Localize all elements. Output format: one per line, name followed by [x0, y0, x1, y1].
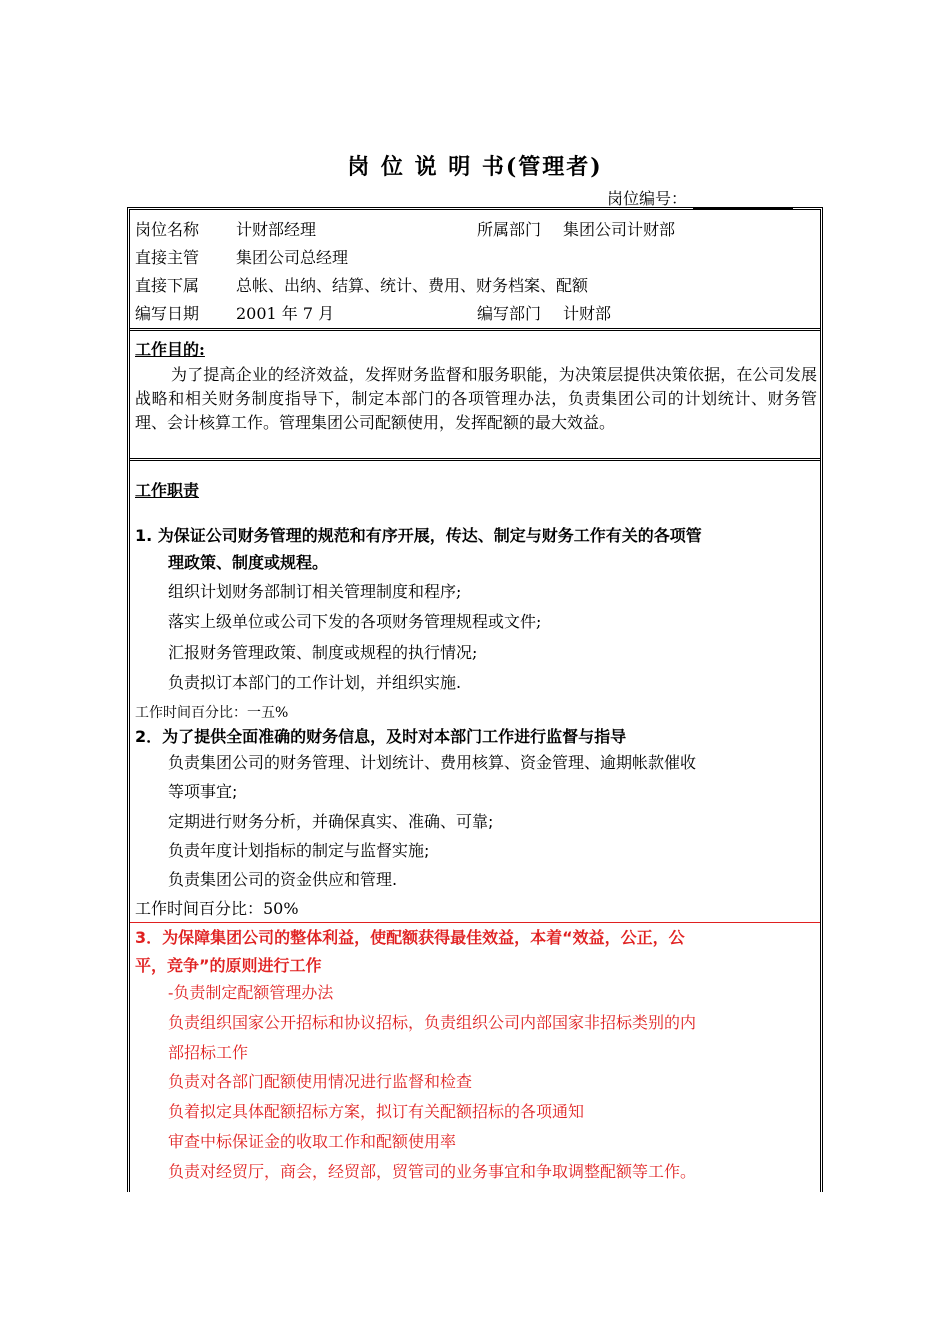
section1-time: 工作时间百分比：一五% — [135, 705, 289, 721]
separator — [130, 458, 820, 461]
list-item: 审查中标保证金的收取工作和配额使用率 — [168, 1132, 457, 1151]
position-number-label: 岗位编号： — [607, 189, 688, 208]
list-item: 负责对各部门配额使用情况进行监督和检查 — [168, 1072, 473, 1091]
section3-title-cont: 平，竞争”的原则进行工作 — [135, 956, 322, 975]
name-label: 岗位名称 — [135, 220, 200, 239]
red-separator — [130, 922, 820, 923]
section1-title: 1. 为保证公司财务管理的规范和有序开展，传达、制定与财务工作有关的各项管 — [135, 526, 702, 545]
list-item: 组织计划财务部制订相关管理制度和程序; — [168, 582, 462, 601]
list-item: 定期进行财务分析，并确保真实、准确、可靠; — [168, 812, 494, 831]
list-item: -负责制定配额管理办法 — [168, 983, 334, 1002]
document-title: 岗 位 说 明 书(管理者) — [347, 154, 603, 180]
purpose-text: 为了提高企业的经济效益，发挥财务监督和服务职能，为决策层提供决策依据，在公司发展战略和相关财务制度指导下，制定本部门的各项管理办法，负责集团公司的计划统计、财务管理、会计核算工作。管理集团公司配额使用，发挥配额的最大效益。 — [135, 365, 817, 432]
date-label: 编写日期 — [135, 304, 200, 323]
list-item-cont: 等项事宜; — [168, 782, 238, 801]
dept-value: 集团公司计财部 — [563, 220, 676, 239]
section2-title: 2．为了提供全面准确的财务信息，及时对本部门工作进行监督与指导 — [135, 727, 627, 746]
position-number — [607, 186, 793, 209]
section2-time: 工作时间百分比：50% — [135, 899, 299, 918]
name-value: 计财部经理 — [236, 220, 317, 239]
author-label: 编写部门 — [477, 304, 542, 323]
list-item: 负责年度计划指标的制定与监督实施; — [168, 841, 430, 860]
section1-title-cont: 理政策、制度或规程。 — [168, 553, 329, 572]
list-item: 落实上级单位或公司下发的各项财务管理规程或文件; — [168, 612, 542, 631]
list-item: 负责对经贸厅，商会，经贸部，贸管司的业务事宜和争取调整配额等工作。 — [168, 1162, 697, 1181]
list-item-cont: 部招标工作 — [168, 1043, 249, 1062]
list-item: 负着拟定具体配额招标方案，拟订有关配额招标的各项通知 — [168, 1102, 585, 1121]
list-item: 负责拟订本部门的工作计划，并组织实施. — [168, 673, 462, 692]
supervisor-value: 集团公司总经理 — [236, 248, 349, 267]
subordinate-label: 直接下属 — [135, 276, 200, 295]
list-item: 负责集团公司的资金供应和管理. — [168, 870, 398, 889]
list-item: 负责组织国家公开招标和协议招标，负责组织公司内部国家非招标类别的内 — [168, 1013, 697, 1032]
purpose-heading: 工作目的: — [135, 340, 205, 359]
duties-heading: 工作职责 — [135, 481, 200, 500]
subordinate-value: 总帐、出纳、结算、统计、费用、财务档案、配额 — [236, 276, 589, 295]
section3-title: 3．为保障集团公司的整体利益，使配额获得最佳效益，本着“效益，公正，公 — [135, 928, 685, 947]
supervisor-label: 直接主管 — [135, 248, 200, 267]
list-item: 汇报财务管理政策、制度或规程的执行情况; — [168, 643, 478, 662]
author-value: 计财部 — [563, 304, 612, 323]
list-item: 负责集团公司的财务管理、计划统计、费用核算、资金管理、逾期帐款催收 — [168, 753, 697, 772]
dept-label: 所属部门 — [477, 220, 542, 239]
separator — [130, 328, 820, 331]
date-value: 2001 年 7 月 — [236, 304, 335, 323]
